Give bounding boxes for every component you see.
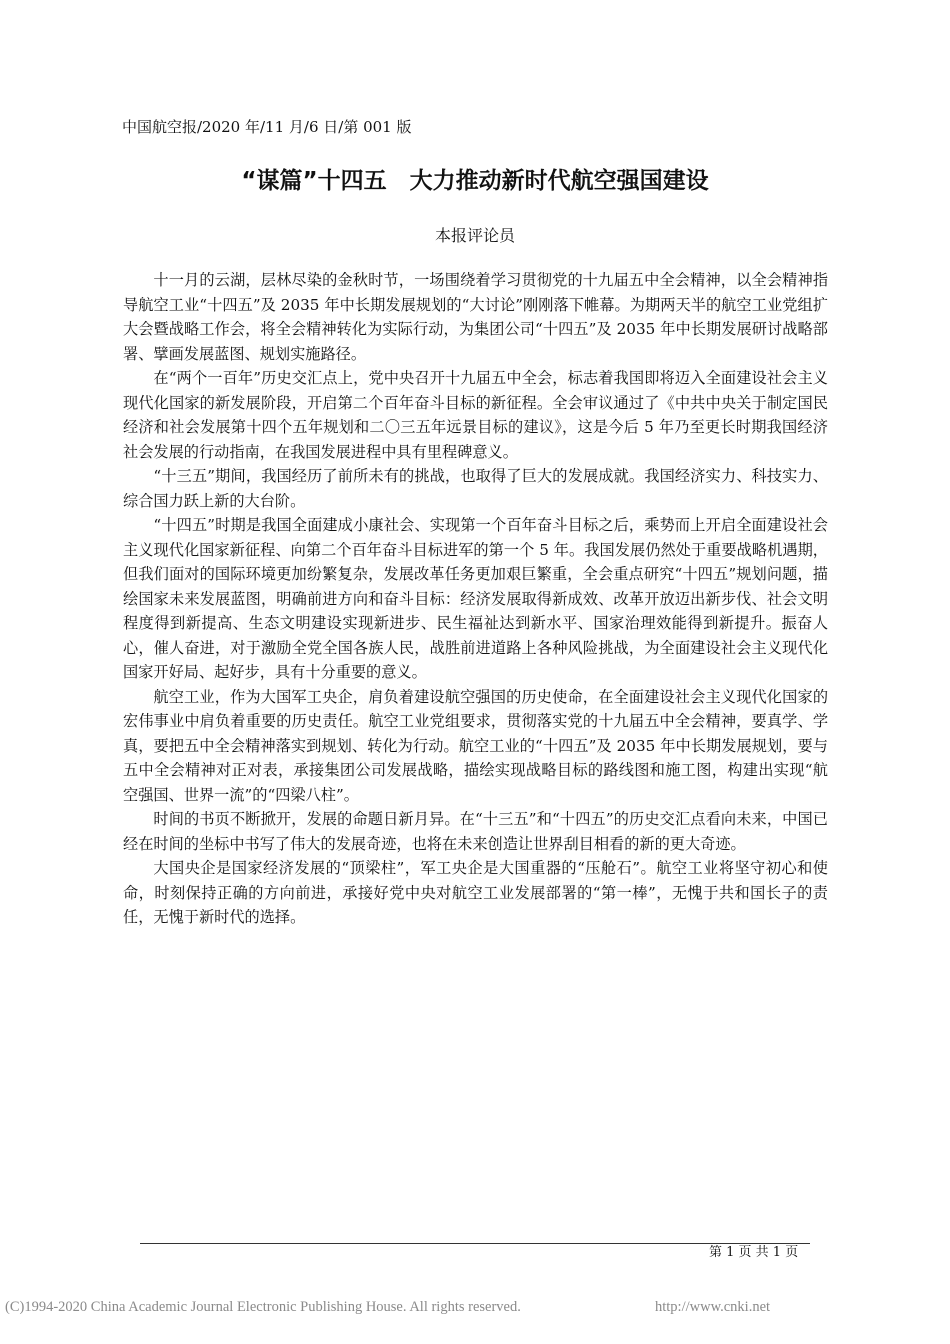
article-byline: 本报评论员 <box>434 226 515 245</box>
article-body <box>123 268 828 930</box>
article-paragraph: “十三五”期间，我国经历了前所未有的挑战，也取得了巨大的发展成就。我国经济实力、科技实力、综合国力跃上新的大台阶。 <box>123 467 828 510</box>
publication-source: 中国航空报/2020 年/11 月/6 日/第 001 版 <box>122 118 412 136</box>
article-paragraph: 在“两个一百年”历史交汇点上，党中央召开十九届五中全会，标志着我国即将迈入全面建设社会主义现代化国家的新发展阶段，开启第二个百年奋斗目标的新征程。全会审议通过了《中共中央关于制定国民经济和社会发展第十四个五年规划和二〇三五年远景目标的建议》，这是今后 5 年乃至更长时期我国经济社会发展的行动指南，在我国发展进程中具有里程碑意义。 <box>123 369 828 461</box>
copyright-text: (C)1994-2020 China Academic Journal Electronic Publishing House. All rights reserved. <box>5 1299 521 1315</box>
copyright-notice <box>0 1296 950 1318</box>
article-title: “谋篇”十四五 大力推动新时代航空强国建设 <box>241 168 709 194</box>
article-paragraph: 大国央企是国家经济发展的“顶梁柱”，军工央企是大国重器的“压舱石”。航空工业将坚守初心和使命，时刻保持正确的方向前进，承接好党中央对航空工业发展部署的“第一棒”，无愧于共和国长子的责任，无愧于新时代的选择。 <box>123 859 828 926</box>
article-paragraph: 时间的书页不断掀开，发展的命题日新月异。在“十三五”和“十四五”的历史交汇点看向未来，中国已经在时间的坐标中书写了伟大的发展奇迹，也将在未来创造让世界刮目相看的新的更大奇迹。 <box>123 810 828 853</box>
page-number: 第 1 页 共 1 页 <box>709 1245 799 1260</box>
article-paragraph: 十一月的云湖，层林尽染的金秋时节，一场围绕着学习贯彻党的十九届五中全会精神，以全会精神指导航空工业“十四五”及 2035 年中长期发展规划的“大讨论”刚刚落下帷幕。为期两天半的航空工业党组扩大会暨战略工作会，将全会精神转化为实际行动，为集团公司“十四五”及 2035 年中长期发展研讨战略部署、擘画发展蓝图、规划实施路径。 <box>123 271 828 363</box>
article-paragraph: “十四五”时期是我国全面建成小康社会、实现第一个百年奋斗目标之后，乘势而上开启全面建设社会主义现代化国家新征程、向第二个百年奋斗目标进军的第一个 5 年。我国发展仍然处于重要战略机遇期，但我们面对的国际环境更加纷繁复杂，发展改革任务更加艰巨繁重，全会重点研究“十四五”规划问题，描绘国家未来发展蓝图，明确前进方向和奋斗目标：经济发展取得新成效、改革开放迈出新步伐、社会文明程度得到新提高、生态文明建设实现新进步、民生福祉达到新水平、国家治理效能得到新提升。振奋人心，催人奋进，对于激励全党全国各族人民，战胜前进道路上各种风险挑战，为全面建设社会主义现代化国家开好局、起好步，具有十分重要的意义。 <box>123 516 828 681</box>
website-link[interactable]: http://www.cnki.net <box>655 1299 771 1315</box>
article-paragraph: 航空工业，作为大国军工央企，肩负着建设航空强国的历史使命，在全面建设社会主义现代化国家的宏伟事业中肩负着重要的历史责任。航空工业党组要求，贯彻落实党的十九届五中全会精神，要真学、学真，要把五中全会精神落实到规划、转化为行动。航空工业的“十四五”及 2035 年中长期发展规划，要与五中全会精神对正对表，承接集团公司发展战略，描绘实现战略目标的路线图和施工图，构建出实现“航空强国、世界一流”的“四梁八柱”。 <box>123 687 828 804</box>
